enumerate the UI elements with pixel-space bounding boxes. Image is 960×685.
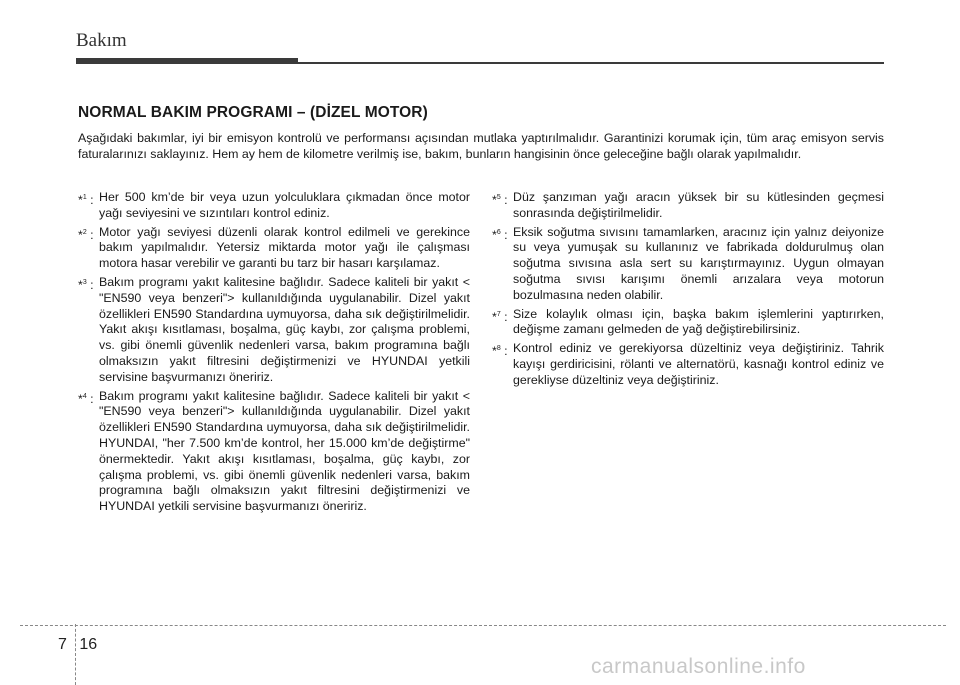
header-rule-thin [298, 62, 884, 64]
note-marker: *$^3$ : [78, 277, 94, 292]
note-marker: *$^5$ : [492, 193, 508, 207]
note-marker: *$^7$ : [492, 309, 508, 324]
note-marker: *$^2$ : [78, 227, 94, 242]
note-text: Eksik soğutma sıvısını tamamlarken, aracınız için yalnız deiyonize su veya yumuşak su kullanınız ve fabrikada doldurulmuş olan soğutma sıvısına asla sert su karıştırmayınız. Uygun olmayan soğutma sıvısı karışımı önemli arızalara veya motorun bozulmasına neden olabilir. [513, 224, 884, 302]
note-text: Bakım programı yakıt kalitesine bağlıdır. Sadece kaliteli bir yakıt < "EN590 veya benzeri"> kullanıldığında uygulanabilir. Dizel yakıt özellikleri EN590 Standardına uymuyorsa, daha sık değiştirilmelidir. Yakıt akışı kısıtlaması, boşalma, güç kaybı, zor çalışma problemi, vs. gibi önemli güvenlik nedenleri varsa, bakım programına bağlı olmaksızın yakıt filtresini değiştirmenizi ve HYUNDAI yetkili servisine başvurmanızı öneririz. [99, 274, 470, 384]
note-text: Bakım programı yakıt kalitesine bağlıdır. Sadece kaliteli bir yakıt < "EN590 veya benzeri"> kullanıldığında uygulanabilir. Dizel yakıt özellikleri EN590 Standardına uymuyorsa, daha sık değiştirilmelidir. HYUNDAI, "her 7.500 km’de kontrol, her 15.000 km’de değiştirme" önermektedir. Yakıt akışı kısıtlaması, boşalma, güç kaybı, zor çalışma problemi, vs. gibi önemli güvenlik nedenleri varsa, bakım programına bağlı olmaksızın yakıt filtresini değiştirmenizi ve HYUNDAI yetkili servisine başvurmanızı öneririz. [99, 388, 470, 514]
note-marker: *$^1$ : [78, 193, 94, 207]
note-item [492, 307, 884, 339]
note-marker: *$^6$ : [492, 227, 508, 242]
note-text: Kontrol ediniz ve gerekiyorsa düzeltiniz veya değiştiriniz. Tahrik kayışı gerdiricisini, rölanti ve alternatörü, kasnağı kontrol ediniz ve gerekliyse düzeltiniz veya değiştiriniz. [513, 341, 884, 387]
note-item [78, 389, 470, 515]
note-item [492, 225, 884, 304]
note-item [78, 190, 470, 222]
notes-left-column [78, 190, 470, 518]
intro-paragraph: Aşağıdaki bakımlar, iyi bir emisyon kontrolü ve performansı açısından mutlaka yaptırılmalıdır. Garantinizi korumak için, tüm araç emisyon servis faturalarınızı saklayınız. Hem ay hem de kilometre verilmiş ise, bakım, bunların hangisinin önce geleceğine bağlı olarak yapılmalıdır. [78, 131, 884, 161]
note-marker: *$^4$ : [78, 391, 94, 406]
header-rule-thick [76, 58, 298, 64]
note-text: Motor yağı seviyesi düzenli olarak kontrol edilmeli ve gerekince bakım yapılmalıdır. Yetersiz miktarda motor yağı ile çalışması motora hasar verebilir ve garanti bu tarz bir hasarı karşılamaz. [99, 224, 470, 271]
section-title: NORMAL BAKIM PROGRAMI – (DİZEL MOTOR) [78, 104, 428, 121]
watermark: carmanualsonline.info [591, 655, 806, 678]
note-item [78, 225, 470, 272]
note-text: Size kolaylık olması için, başka bakım işlemlerini yaptırırken, değişme zamanı gelmeden de yağ değiştirebilirsiniz. [513, 306, 884, 337]
note-item [492, 190, 884, 222]
footer-horizontal-rule [20, 625, 946, 626]
header-title: Bakım [76, 30, 127, 51]
note-text: Her 500 km’de bir veya uzun yolculuklara çıkmadan önce motor yağı seviyesini ve sızıntıları kontrol ediniz. [99, 190, 470, 220]
note-item [78, 275, 470, 386]
note-item [492, 341, 884, 388]
footer-vertical-rule [75, 624, 76, 685]
page-in-chapter: 16 [79, 636, 98, 653]
notes-right-column [492, 190, 884, 392]
chapter-number: 7 [58, 636, 67, 653]
note-marker: *$^8$ : [492, 344, 508, 359]
note-text: Düz şanzıman yağı aracın yüksek bir su kütlesinden geçmesi sonrasında değiştirilmelidir. [513, 190, 884, 220]
page-number [58, 636, 97, 654]
